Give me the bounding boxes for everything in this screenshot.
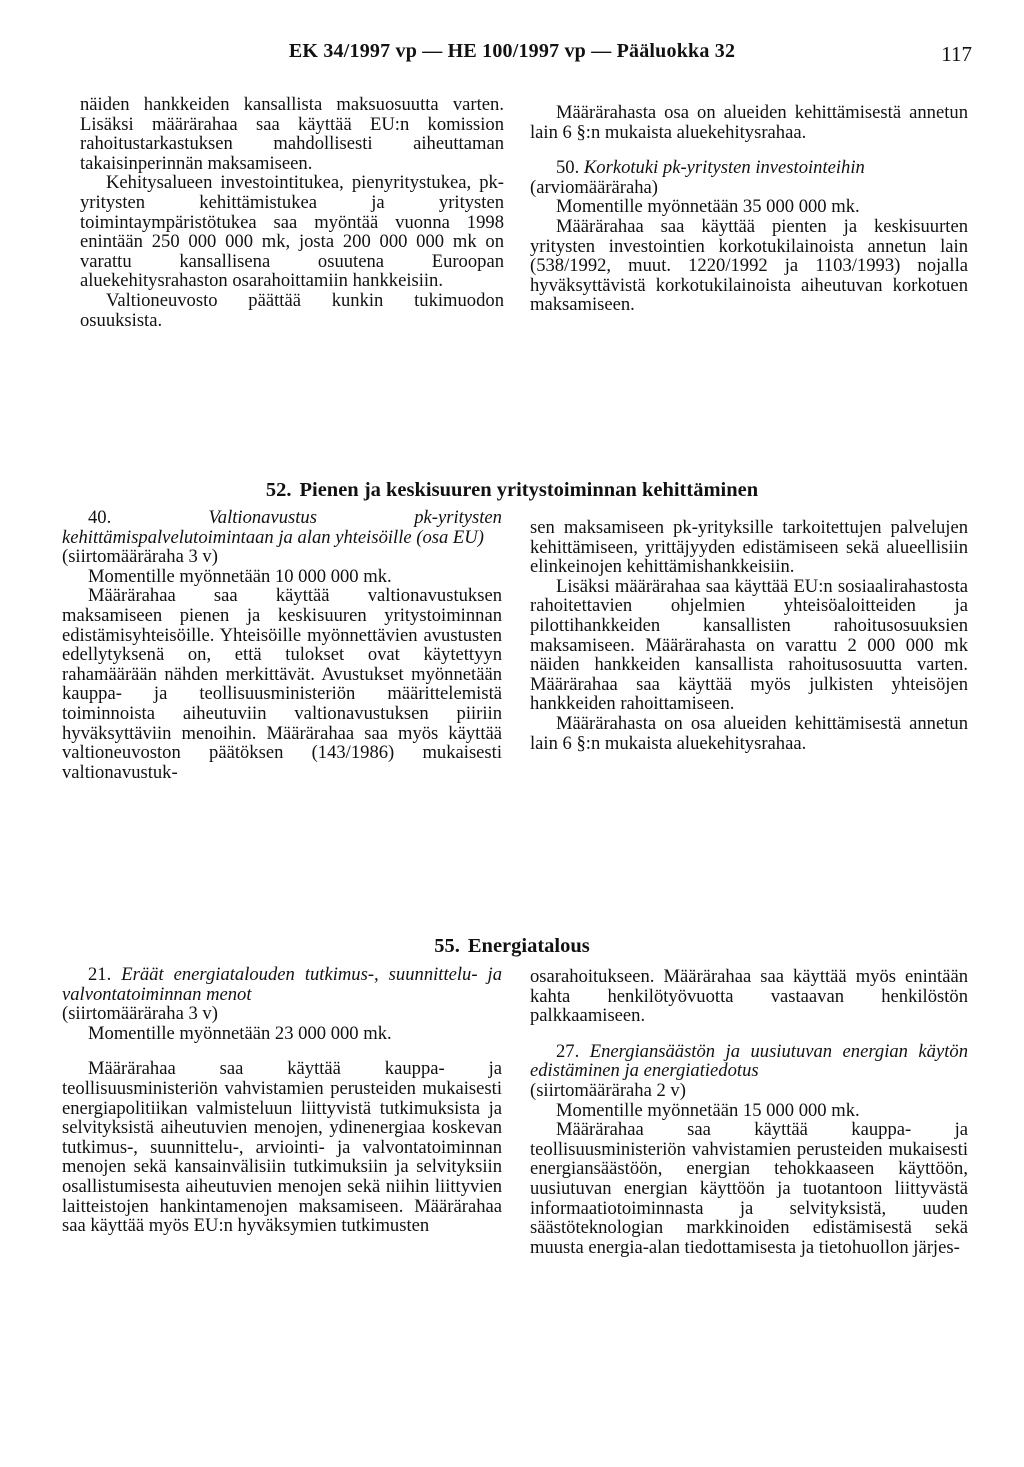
section-heading-52 xyxy=(0,479,1024,502)
section-number: 52. xyxy=(265,479,292,501)
item-type: (arviomääräraha) xyxy=(530,176,658,198)
paragraph: Määrärahasta on osa alueiden kehittämisestä annetun lain 6 §:n mukaista aluekehitysrahaa. xyxy=(530,712,968,754)
item-heading xyxy=(530,1042,968,1081)
paragraph: Kehitysalueen investointitukea, pienyritystukea, pk-yritysten kehittämistukea ja yritysten toimintaympäristötukea saa myöntää vuonna 1998 enintään 250 000 000 mk, josta 200 000 000 mk on varattu kansallisena osuutena Euroopan aluekehitysrahaston osarahoittamiin hankkeisiin. xyxy=(80,172,504,292)
item-number: 50. xyxy=(556,157,580,179)
header-title: EK 34/1997 vp — HE 100/1997 vp — Pääluokka 32 xyxy=(288,40,736,62)
item-heading xyxy=(62,965,502,1004)
item-amount: Momentille myönnetään 15 000 000 mk. xyxy=(556,1099,860,1121)
item-title: Energiansäästön ja uusiutuvan energian käytön edistäminen ja energiatiedotus xyxy=(530,1040,968,1082)
section55-left-column xyxy=(62,965,502,1236)
top-left-column xyxy=(80,95,504,330)
section55-right-column xyxy=(530,967,968,1257)
page-header xyxy=(0,40,1024,80)
paragraph: Määrärahaa saa käyttää kauppa- ja teollisuusministeriön vahvistamien perusteiden mukaisesti energiansäästöön, energian tehokkaaseen käyttöön, uusiutuvan energian käyttöön ja tuotantoon liittyvästä informaatiotoiminnasta ja selvityksistä, uuden säästöteknologian markkinoiden edistämisestä sekä muusta energia-alan tiedottamisesta ja tietohuollon järjes- xyxy=(530,1119,968,1258)
paragraph: Valtioneuvosto päättää kunkin tukimuodon osuuksista. xyxy=(80,289,504,331)
paragraph: Määrärahaa saa käyttää kauppa- ja teollisuusministeriön vahvistamien perusteiden mukaisesti energiapolitiikan valmisteluun liittyvistä tutkimuksista ja selvityksistä aiheutuvien menojen, ydinenergiaa koskevan tutkimus-, suunnittelu-, arviointi- ja valvontatoiminnan menojen sekä kansainvälisiin tutkimuksiin ja selvityksiin osallistumisesta aiheutuvien menojen sekä niihin liittyvien laitteistojen hankintamenojen maksamiseen. Määrärahaa saa käyttää myös EU:n hyväksymien tutkimusten xyxy=(62,1058,502,1237)
item-number: 21. xyxy=(88,964,112,985)
paragraph: osarahoitukseen. Määrärahaa saa käyttää myös enintään kahta henkilötyövuotta vastaavan henkilöstön palkkaamiseen. xyxy=(530,966,968,1027)
section-title: Energiatalous xyxy=(467,935,590,957)
section52-left-column xyxy=(62,508,502,782)
paragraph: Määrärahasta osa on alueiden kehittämisestä annetun lain 6 §:n mukaista aluekehitysrahaa. xyxy=(530,102,968,143)
top-right-column xyxy=(530,103,968,315)
paragraph: Lisäksi määrärahaa saa käyttää EU:n sosiaalirahastosta rahoitettavien ohjelmien yhteisöaloitteiden ja pilottihankkeiden kansallisten rahoitusosuuksien maksamiseen. Määrärahasta on varattu 2 000 000 mk näiden hankkeiden kansallista rahoitusosuutta varten. Määrärahaa saa käyttää myös julkisten yhteisöjen hankkeiden rahoittamiseen. xyxy=(530,575,968,715)
item-amount: Momentille myönnetään 35 000 000 mk. xyxy=(556,196,860,218)
item-type: (siirtomääräraha 3 v) xyxy=(62,1003,218,1025)
item-type: (siirtomääräraha 3 v) xyxy=(62,546,218,568)
paragraph: sen maksamiseen pk-yrityksille tarkoitettujen palvelujen kehittämiseen, yrittäjyyden edistämiseen sekä alueellisiin elinkeinojen kehittämishankkeisiin. xyxy=(530,517,968,578)
item-type: (siirtomääräraha 2 v) xyxy=(530,1079,686,1101)
item-heading xyxy=(530,158,968,178)
section-number: 55. xyxy=(434,935,460,957)
paragraph: näiden hankkeiden kansallista maksuosuutta varten. Lisäksi määrärahaa saa käyttää EU:n komission rahoitustarkastuksen mahdollisesti aiheuttaman takaisinperinnän maksamiseen. xyxy=(80,94,504,174)
item-title: Eräät energiatalouden tutkimus-, suunnittelu- ja valvontatoiminnan menot xyxy=(62,964,502,1005)
item-amount: Momentille myönnetään 10 000 000 mk. xyxy=(88,565,392,587)
item-amount: Momentille myönnetään 23 000 000 mk. xyxy=(88,1022,392,1044)
item-heading xyxy=(62,508,502,547)
section-title: Pienen ja keskisuuren yritystoiminnan kehittäminen xyxy=(299,479,759,501)
section-heading-55 xyxy=(0,935,1024,958)
item-title: Korkotuki pk-yritysten investointeihin xyxy=(583,157,865,179)
item-number: 40. xyxy=(88,507,112,528)
item-title: Valtionavustus pk-yritysten kehittämispalvelutoimintaan ja alan yhteisöille (osa EU) xyxy=(62,507,502,548)
paragraph: Määrärahaa saa käyttää valtionavustuksen maksamiseen pienen ja keskisuuren yritystoiminnan edistämisyhteisöille. Yhteisöille myönnettävien avustusten edellytyksenä on, että tulokset ovat käytettyyn rahamäärään nähden merkittävät. Avustukset myönnetään kauppa- ja teollisuusministeriön määrittelemistä toiminnoista aiheutuviin valtionavustuksen piiriin hyväksyttäviin menoihin. Määrärahaa saa myös käyttää valtioneuvoston päätöksen (143/1986) mukaisesti valtionavustuk- xyxy=(62,585,502,783)
section52-right-column xyxy=(530,518,968,753)
item-number: 27. xyxy=(556,1040,580,1062)
page-number: 117 xyxy=(941,42,972,66)
paragraph: Määrärahaa saa käyttää pienten ja keskisuurten yritysten investointien korkotukilainoista annetun lain (538/1992, muut. 1220/1992 ja 1103/1993) nojalla hyväksyttävistä korkotukilainoista aiheutuvan korkotuen maksamiseen. xyxy=(530,215,968,316)
